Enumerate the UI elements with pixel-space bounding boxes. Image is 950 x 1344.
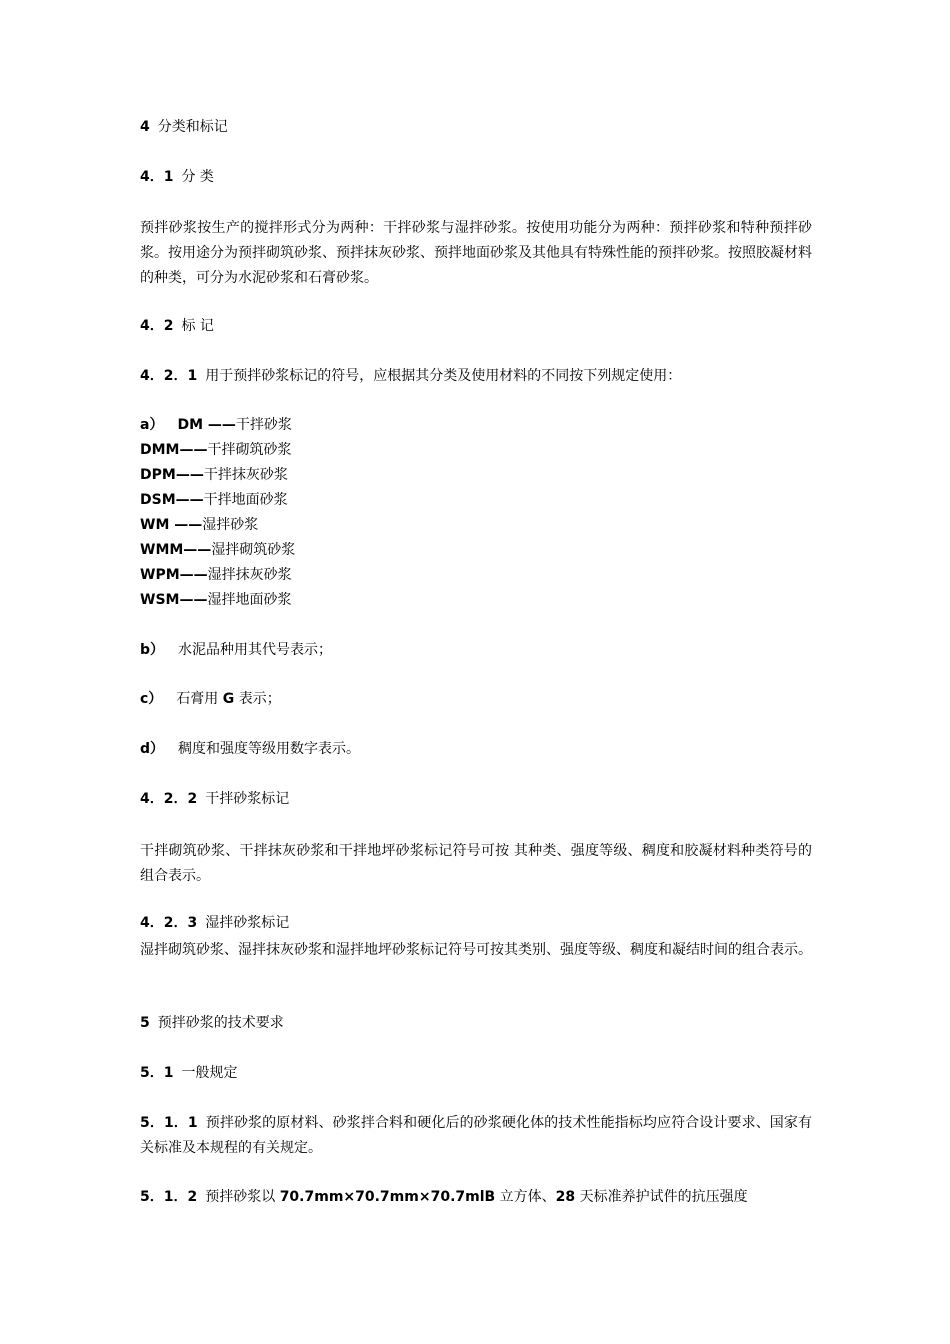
section-4-2-3-paragraph: 湿拌砌筑砂浆、湿拌抹灰砂浆和湿拌地坪砂浆标记符号可按其类别、强度等级、稠度和凝结时间的组合表示。: [140, 942, 812, 958]
section-5-1-2-paragraph: 5．1．2 预拌砂浆以 70.7mm×70.7mm×70.7mlB 立方体、28 天标准养护试件的抗压强度: [140, 1189, 748, 1205]
list-item-c: c） 石膏用 G 表示；: [140, 691, 281, 707]
section-4-2-3-heading: 4．2．3 湿拌砂浆标记: [140, 915, 290, 931]
symbol-item-wpm: WPM——湿拌抹灰砂浆: [140, 567, 292, 583]
section-5-1-1-paragraph: 5．1．1 预拌砂浆的原材料、砂浆拌合料和硬化后的砂浆硬化体的技术性能指标均应符合设计要求、国家有关标准及本规程的有关规定。: [140, 1115, 812, 1156]
section-4-heading: 4 分类和标记: [140, 119, 228, 135]
symbol-item-dpm: DPM——干拌抹灰砂浆: [140, 467, 288, 483]
section-4-2-1-heading: 4．2．1 用于预拌砂浆标记的符号，应根据其分类及使用材料的不同按下列规定使用：: [140, 368, 682, 384]
symbol-item-wsm: WSM——湿拌地面砂浆: [140, 592, 292, 608]
symbol-item-dmm: DMM——干拌砌筑砂浆: [140, 442, 292, 458]
section-4-2-2-heading: 4．2．2 干拌砂浆标记: [140, 791, 290, 807]
section-4-2-2-paragraph: 干拌砌筑砂浆、干拌抹灰砂浆和干拌地坪砂浆标记符号可按 其种类、强度等级、稠度和胶凝材料种类符号的组合表示。: [140, 843, 812, 884]
symbol-item-dm: a） DM ——干拌砂浆: [140, 417, 292, 433]
section-5-heading: 5 预拌砂浆的技术要求: [140, 1015, 284, 1031]
section-4-1-heading: 4．1 分 类: [140, 169, 214, 185]
symbol-item-wmm: WMM——湿拌砌筑砂浆: [140, 542, 296, 558]
section-4-1-paragraph: 预拌砂浆按生产的搅拌形式分为两种：干拌砂浆与湿拌砂浆。按使用功能分为两种：预拌砂浆和特种预拌砂浆。按用途分为预拌砌筑砂浆、预拌抹灰砂浆、预拌地面砂浆及其他具有特殊性能的预拌砂浆。按照胶凝材料的种类，可分为水泥砂浆和石膏砂浆。: [140, 220, 812, 286]
symbol-item-wm: WM ——湿拌砂浆: [140, 517, 259, 533]
list-item-b: b） 水泥品种用其代号表示；: [140, 642, 333, 658]
section-5-1-heading: 5．1 一般规定: [140, 1065, 238, 1081]
list-item-d: d） 稠度和强度等级用数字表示。: [140, 741, 361, 757]
symbol-item-dsm: DSM——干拌地面砂浆: [140, 492, 288, 508]
section-4-2-heading: 4．2 标 记: [140, 318, 214, 334]
